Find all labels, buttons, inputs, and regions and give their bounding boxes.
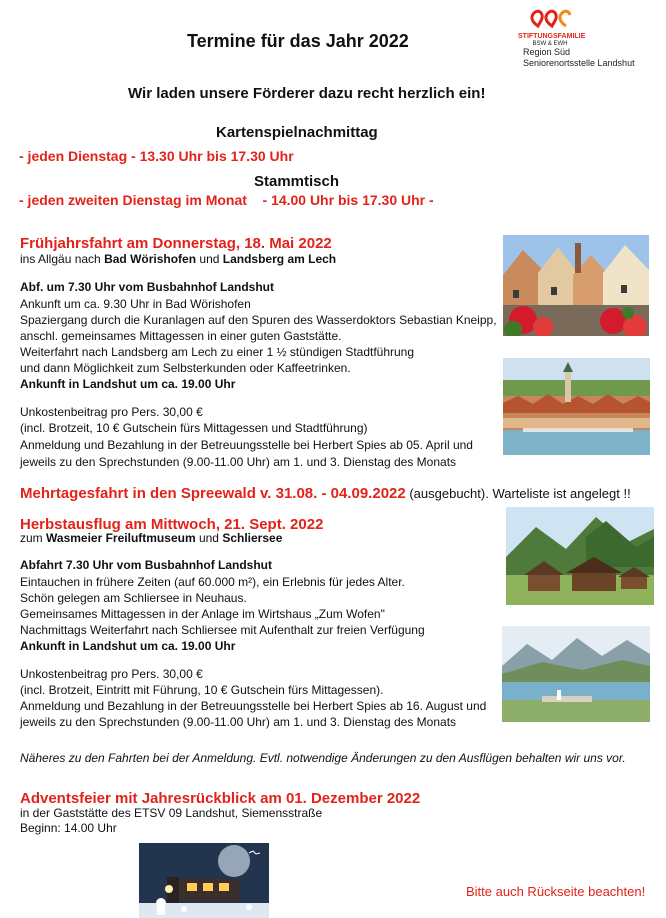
advent-heading: Adventsfeier mit Jahresrückblick am 01. Dezember 2022 [20,790,421,807]
herbst-sub-pre: zum [20,531,47,545]
photo-bad-woerishofen [503,235,649,336]
herbst-line-3: Gemeinsames Mittagessen in der Anlage im Wirtshaus „Zum Wofen" [20,607,385,621]
herbst-place-1: Wasmeier Freiluftmuseum [46,531,196,545]
herbst-cost-4: jeweils zu den Sprechstunden (9.00-11.00 Uhr) am 1. und 3. Dienstag des Monats [20,715,457,729]
photo-schliersee [502,626,650,722]
herbst-heading: Herbstausflug am Mittwoch, 21. Sept. 2022 [20,516,324,533]
stammtisch-title: Stammtisch [254,173,340,190]
herbst-line-2: Schön gelegen am Schliersee in Neuhaus. [20,591,247,605]
spreewald-note: (ausgebucht). Warteliste ist angelegt !! [405,486,631,501]
fruehjahr-arrival: Ankunft in Landshut um ca. 19.00 Uhr [20,377,236,391]
spreewald-line [20,484,631,503]
region-line-2: Seniorenortsstelle Landshut [523,58,635,68]
herbst-arrival: Ankunft in Landshut um ca. 19.00 Uhr [20,639,236,653]
photo-wasmeier-museum [506,507,654,605]
kartenspiel-time: - jeden Dienstag - 13.30 Uhr bis 17.30 Uhr [19,148,294,164]
logo-sub: BSW & EWH [532,41,568,47]
fruehjahr-place-2: Landsberg am Lech [222,252,337,266]
region-line-1: Region Süd [523,47,571,57]
footer-note: Bitte auch Rückseite beachten! [466,884,646,899]
spreewald-heading: Mehrtagesfahrt in den Spreewald v. 31.08. - 04.09.2022 [20,485,406,502]
herbst-cost-3: Anmeldung und Bezahlung in der Betreuungsstelle bei Herbert Spies ab 16. August und [20,699,487,713]
fruehjahr-line-4: Weiterfahrt nach Landsberg am Lech zu einer 1 ½ stündigen Stadtführung [20,345,415,359]
fruehjahr-cost-1: Unkostenbeitrag pro Pers. 30,00 € [20,405,203,419]
herbst-line-1: Eintauchen in frühere Zeiten (auf 60.000 m²), ein Erlebnis für jedes Alter. [20,575,405,589]
fruehjahr-cost-4: jeweils zu den Sprechstunden (9.00-11.00 Uhr) am 1. und 3. Dienstag des Monats [20,455,457,469]
notice-text: Näheres zu den Fahrten bei der Anmeldung. Evtl. notwendige Änderungen zu den Ausflügen behalten wir uns vor. [20,751,626,765]
herbst-depart: Abfahrt 7.30 Uhr vom Busbahnhof Landshut [20,558,273,572]
kartenspiel-title: Kartenspielnachmittag [216,124,378,141]
herbst-subline [20,530,282,547]
fruehjahr-sub-mid: und [196,252,223,266]
fruehjahr-subline [20,251,336,268]
fruehjahr-line-3: anschl. gemeinsames Mittagessen in einer guten Gaststätte. [20,329,342,343]
advent-start: Beginn: 14.00 Uhr [20,821,117,835]
logo-brand: STIFTUNGSFAMILIE [518,33,586,40]
fruehjahr-cost-2: (incl. Brotzeit, 10 € Gutschein fürs Mittagessen und Stadtführung) [20,421,368,435]
logo [518,6,586,47]
herbst-place-2: Schliersee [222,531,283,545]
photo-landsberg [503,358,650,455]
photo-christmas-train [139,843,269,918]
fruehjahr-place-1: Bad Wörishofen [104,252,197,266]
page-title: Termine für das Jahr 2022 [187,31,409,51]
fruehjahr-cost-3: Anmeldung und Bezahlung in der Betreuungsstelle bei Herbert Spies ab 05. April und [20,438,473,452]
herbst-cost-2: (incl. Brotzeit, Eintritt mit Führung, 10 € Gutschein fürs Mittagessen). [20,683,384,697]
herbst-sub-mid: und [195,531,223,545]
stammtisch-time: - jeden zweiten Dienstag im Monat - 14.00 Uhr bis 17.30 Uhr - [19,192,434,208]
fruehjahr-depart: Abf. um 7.30 Uhr vom Busbahnhof Landshut [20,280,275,294]
fruehjahr-line-2: Spaziergang durch die Kuranlagen auf den Spuren des Wasserdoktors Sebastian Kneipp, [20,313,497,327]
herbst-cost-1: Unkostenbeitrag pro Pers. 30,00 € [20,667,203,681]
advent-location: in der Gaststätte des ETSV 09 Landshut, Siemensstraße [20,806,323,820]
stiftungsfamilie-logo-icon [522,6,578,28]
fruehjahr-heading: Frühjahrsfahrt am Donnerstag, 18. Mai 2022 [20,235,332,252]
fruehjahr-sub-pre: ins Allgäu nach [20,252,105,266]
fruehjahr-line-1: Ankunft um ca. 9.30 Uhr in Bad Wörishofen [20,297,251,311]
fruehjahr-line-5: und dann Möglichkeit zum Selbsterkunden oder Kaffeetrinken. [20,361,351,375]
invite-text: Wir laden unsere Förderer dazu recht herzlich ein! [128,85,486,102]
herbst-line-4: Nachmittags Weiterfahrt nach Schliersee mit Aufenthalt zur freien Verfügung [20,623,425,637]
